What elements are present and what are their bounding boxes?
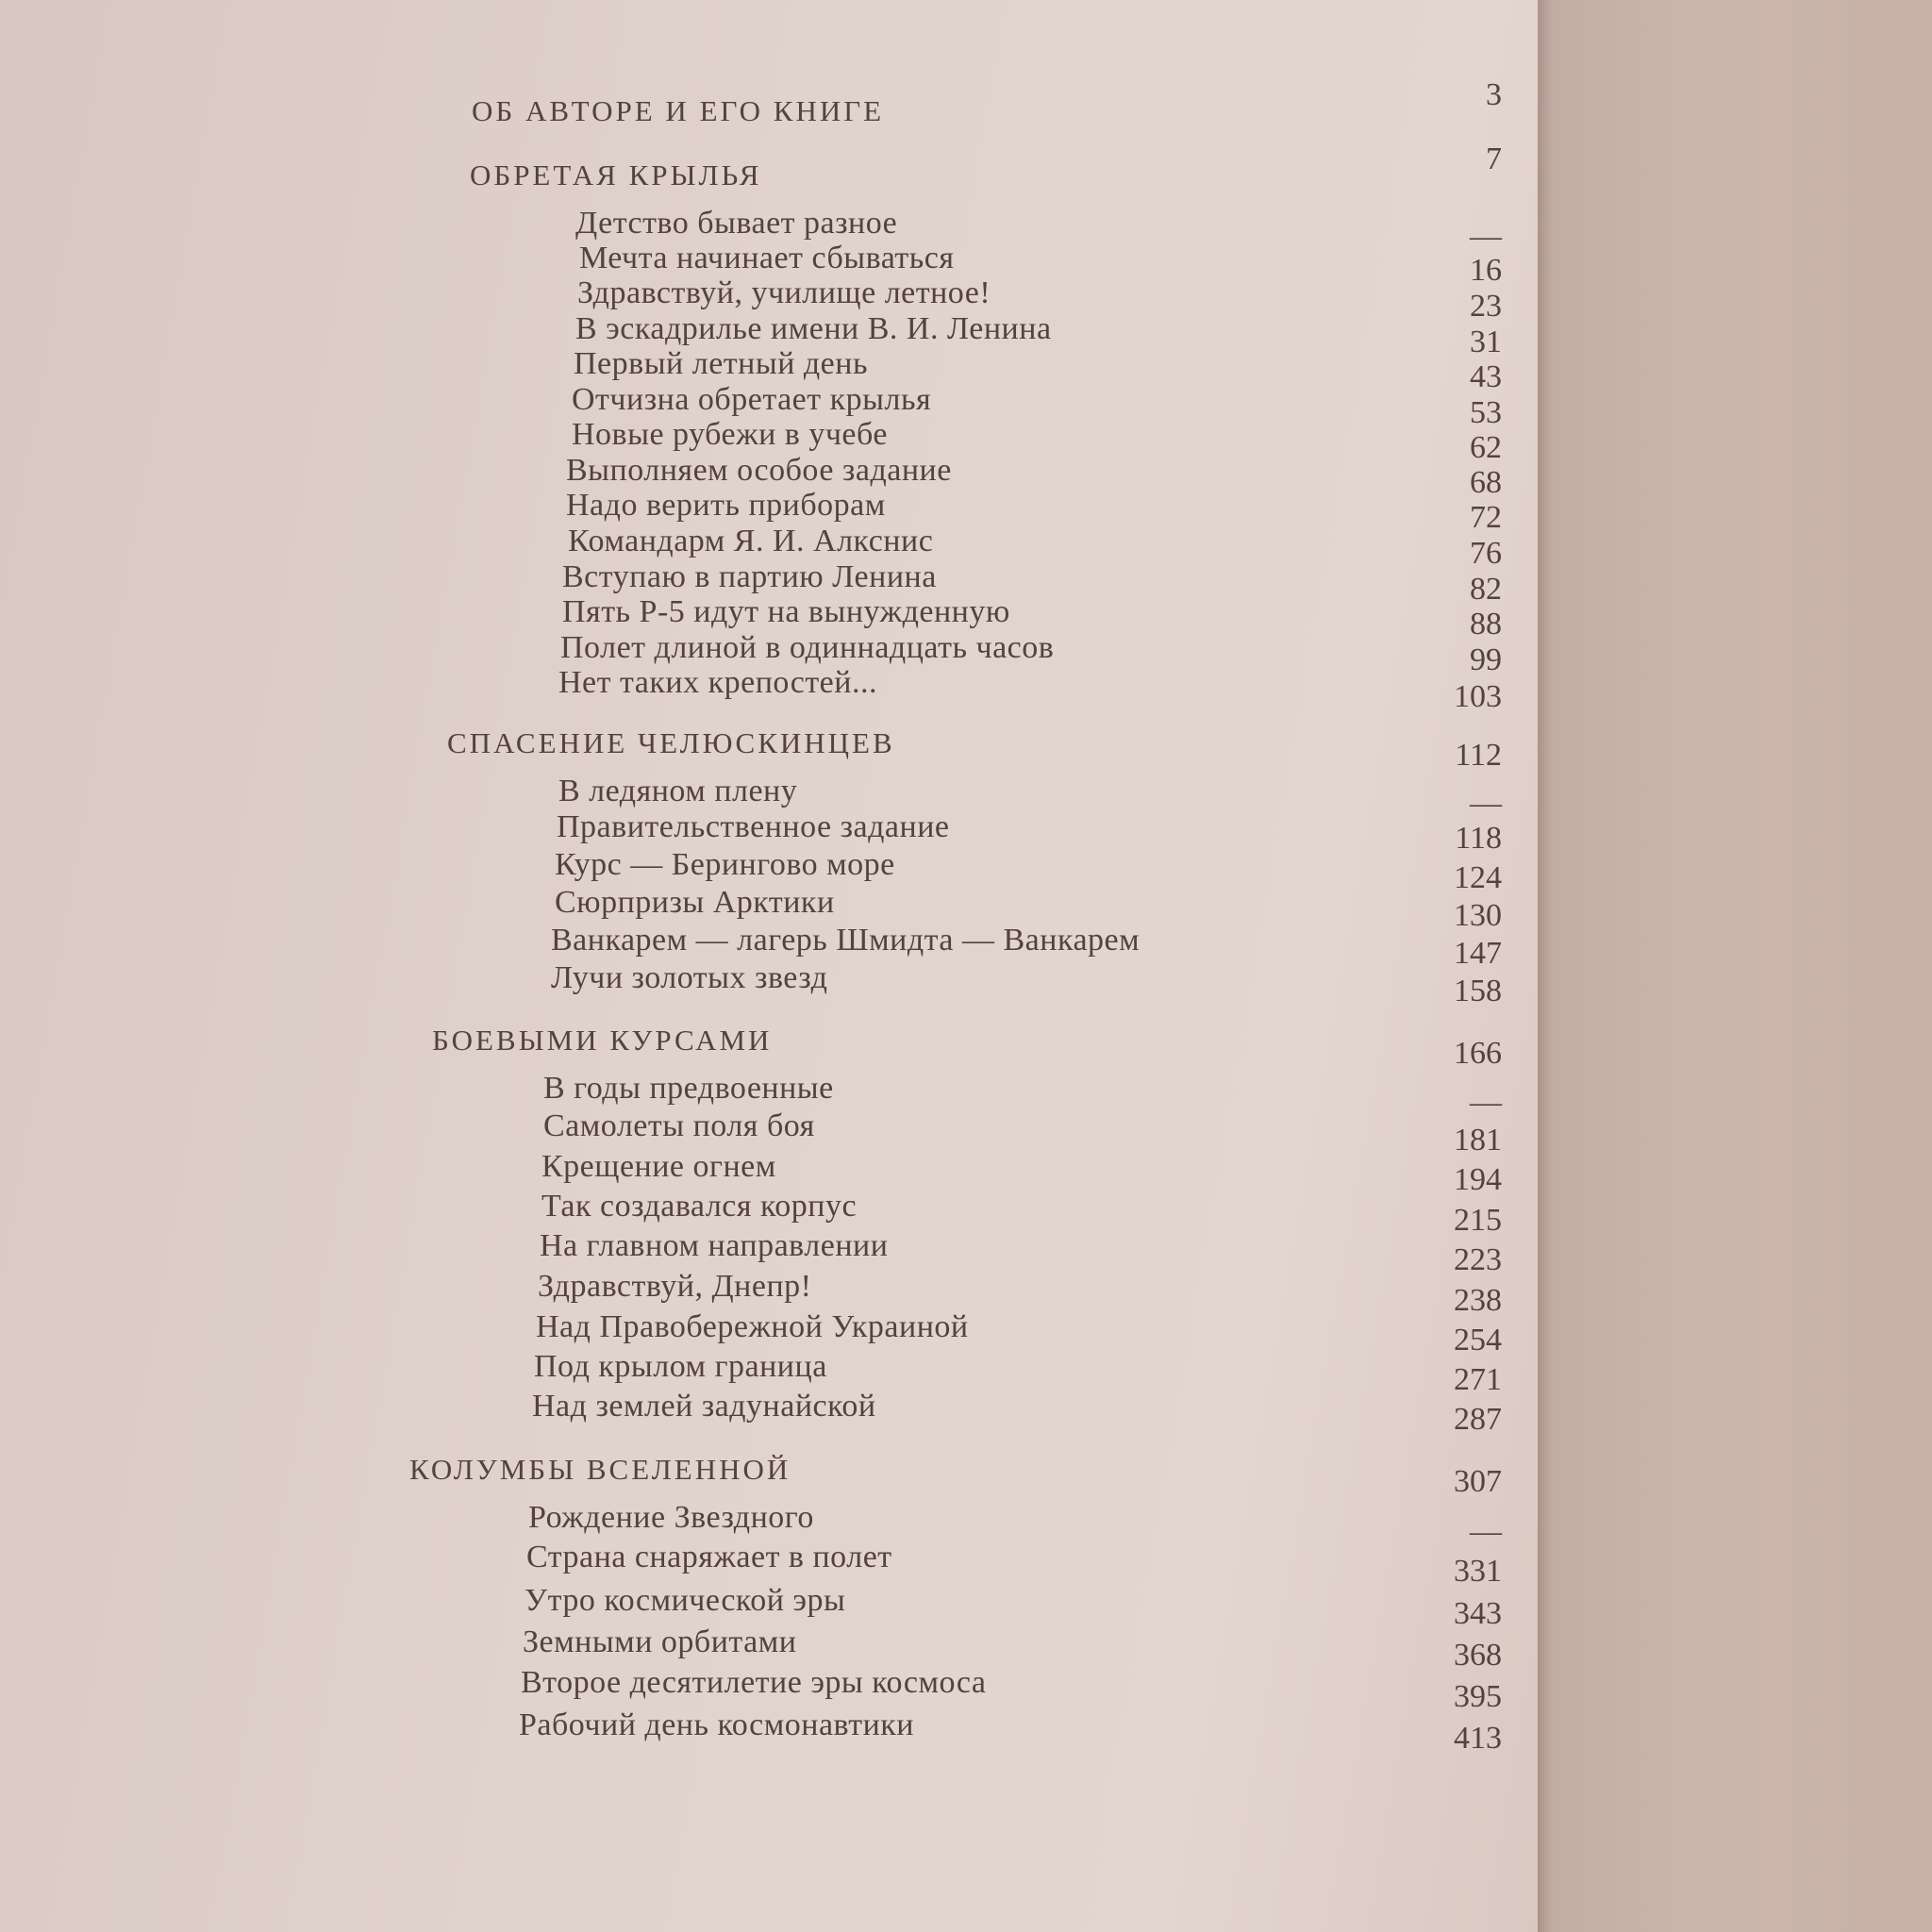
page-number: 43 — [1470, 359, 1502, 394]
chapter-title: На главном направлении — [540, 1228, 889, 1263]
page-number: 413 — [1454, 1721, 1502, 1756]
page-number: — — [1470, 1514, 1502, 1549]
chapter-title: Правительственное задание — [557, 809, 950, 844]
chapter-title: Земными орбитами — [523, 1624, 797, 1659]
page-number: — — [1470, 219, 1502, 254]
chapter-title: Надо верить приборам — [566, 488, 886, 523]
chapter-title: В ледяном плену — [558, 774, 798, 808]
page-number: 307 — [1454, 1464, 1502, 1499]
chapter-title: Рождение Звездного — [528, 1500, 814, 1535]
chapter-title: Пять Р-5 идут на вынужденную — [562, 594, 1010, 629]
chapter-title: Выполняем особое задание — [566, 453, 952, 488]
page-number: 103 — [1454, 679, 1502, 714]
chapter-title: Над Правобережной Украиной — [536, 1309, 969, 1344]
page-number: — — [1470, 786, 1502, 821]
chapter-title: Здравствуй, училище летное! — [577, 275, 991, 310]
page-number: 62 — [1470, 430, 1502, 465]
page-number: 395 — [1454, 1679, 1502, 1714]
section-title: ОБ АВТОРЕ И ЕГО КНИГЕ — [472, 94, 885, 127]
page-number: 23 — [1470, 289, 1502, 324]
page-number: 158 — [1454, 974, 1502, 1008]
chapter-title: Рабочий день космонавтики — [519, 1707, 915, 1742]
chapter-title: Вступаю в партию Ленина — [562, 559, 937, 594]
chapter-title: Второе десятилетие эры космоса — [521, 1665, 987, 1700]
chapter-title: Здравствуй, Днепр! — [538, 1269, 812, 1304]
chapter-title: Детство бывает разное — [575, 206, 898, 241]
chapter-title: Страна снаряжает в полет — [526, 1540, 892, 1574]
page-number: 147 — [1454, 936, 1502, 971]
page-number: 166 — [1454, 1036, 1502, 1071]
page-number: 254 — [1454, 1323, 1502, 1357]
page-number: 368 — [1454, 1638, 1502, 1673]
page-number: 194 — [1454, 1162, 1502, 1197]
page-number: 7 — [1486, 142, 1502, 176]
section-title: КОЛУМБЫ ВСЕЛЕННОЙ — [409, 1453, 791, 1486]
chapter-title: Новые рубежи в учебе — [572, 417, 888, 452]
page-number: 88 — [1470, 607, 1502, 641]
chapter-title: В годы предвоенные — [543, 1071, 834, 1106]
chapter-title: Под крылом граница — [534, 1349, 827, 1384]
page-number: 82 — [1470, 572, 1502, 607]
chapter-title: В эскадрилье имени В. И. Ленина — [575, 311, 1052, 346]
page-number: 331 — [1454, 1554, 1502, 1589]
chapter-title: Так создавался корпус — [541, 1189, 858, 1224]
page-number: 181 — [1454, 1123, 1502, 1158]
chapter-title: Крещение огнем — [541, 1149, 776, 1184]
page-number: 112 — [1455, 738, 1502, 773]
page-number: 31 — [1470, 325, 1502, 359]
page-number: 124 — [1454, 860, 1502, 895]
page-number: 72 — [1470, 500, 1502, 535]
chapter-title: Утро космической эры — [525, 1583, 846, 1618]
page-number: 118 — [1455, 821, 1502, 856]
page-edge — [1538, 0, 1932, 1932]
page-number: 271 — [1454, 1362, 1502, 1397]
page-number: 16 — [1470, 253, 1502, 288]
chapter-title: Первый летный день — [574, 346, 868, 381]
page-number: 130 — [1454, 898, 1502, 933]
chapter-title: Над землей задунайской — [532, 1389, 876, 1424]
chapter-title: Нет таких крепостей... — [558, 665, 877, 700]
page-number: — — [1470, 1085, 1502, 1120]
chapter-title: Самолеты поля боя — [543, 1108, 815, 1143]
page-number: 343 — [1454, 1596, 1502, 1631]
chapter-title: Ванкарем — лагерь Шмидта — Ванкарем — [551, 923, 1141, 958]
page-number: 223 — [1454, 1242, 1502, 1277]
chapter-title: Полет длиной в одиннадцать часов — [560, 630, 1055, 665]
page-number: 287 — [1454, 1402, 1502, 1437]
page-number: 53 — [1470, 395, 1502, 430]
chapter-title: Командарм Я. И. Алкснис — [568, 524, 934, 558]
page-number: 215 — [1454, 1203, 1502, 1238]
page-number: 3 — [1486, 77, 1502, 112]
page-number: 76 — [1470, 536, 1502, 571]
chapter-title: Курс — Берингово море — [555, 847, 895, 882]
section-title: БОЕВЫМИ КУРСАМИ — [432, 1024, 773, 1057]
section-title: ОБРЕТАЯ КРЫЛЬЯ — [470, 158, 762, 192]
chapter-title: Сюрпризы Арктики — [555, 885, 835, 920]
page-number: 68 — [1470, 465, 1502, 500]
section-title: СПАСЕНИЕ ЧЕЛЮСКИНЦЕВ — [447, 726, 895, 759]
page-number: 99 — [1470, 642, 1502, 677]
chapter-title: Мечта начинает сбываться — [579, 241, 955, 275]
chapter-title: Отчизна обретает крылья — [572, 382, 932, 417]
page-number: 238 — [1454, 1283, 1502, 1318]
chapter-title: Лучи золотых звезд — [551, 960, 828, 995]
